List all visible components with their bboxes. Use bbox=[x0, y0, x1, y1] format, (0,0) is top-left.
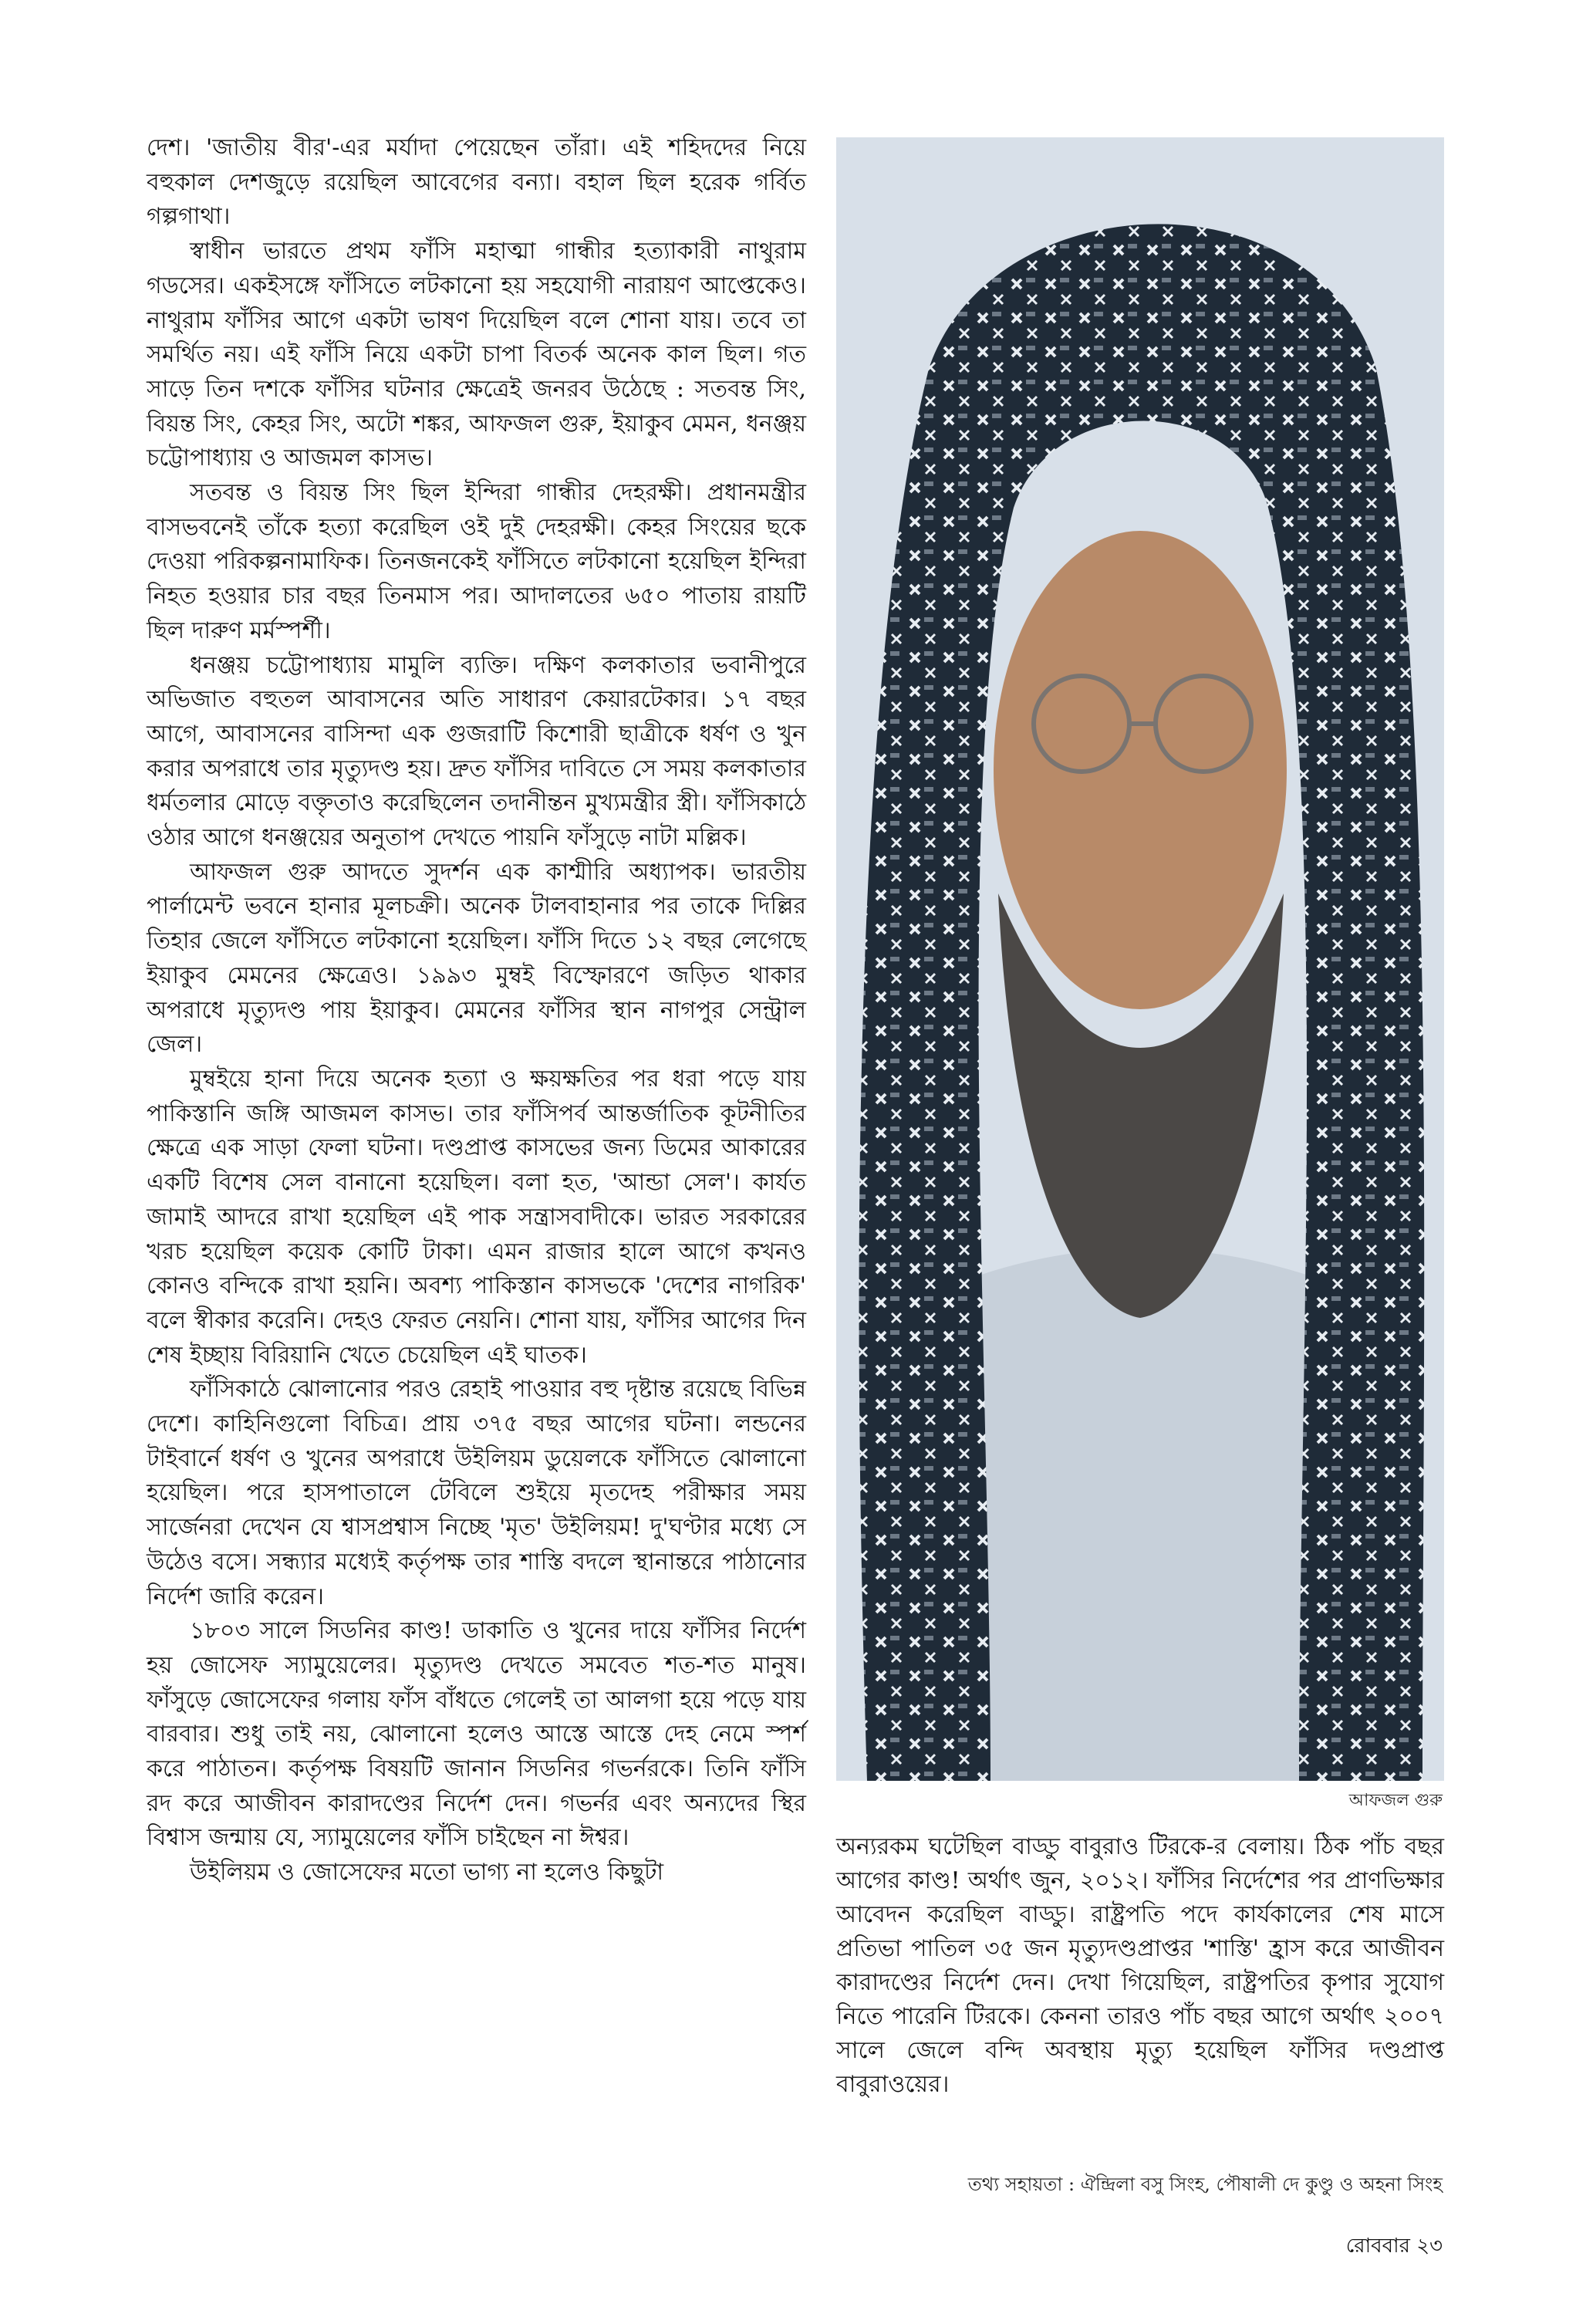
article-paragraph: ১৮০৩ সালে সিডনির কাণ্ড! ডাকাতি ও খুনের দায়ে ফাঁসির নির্দেশ হয় জোসেফ স্যামুয়েলের। মৃত্যুদণ্ড দেখতে সমবেত শত-শত মানুষ। ফাঁসুড়ে জোসেফের গলায় ফাঁস বাঁধতে গেলেই তা আলগা হয়ে পড়ে যায় বারবার। শুধু তাই নয়, ঝোলানো হলেও আস্তে আস্তে দেহ নেমে স্পর্শ করে পাঠাতন। কর্তৃপক্ষ বিষয়টি জানান সিডনির গভর্নরকে। তিনি ফাঁসি রদ করে আজীবন কারাদণ্ডের নির্দেশ দেন। গভর্নর এবং অন্যদের স্থির বিশ্বাস জন্মায় যে, স্যামুয়েলের ফাঁসি চাইছেন না ঈশ্বর। bbox=[147, 1617, 806, 1852]
article-left-column bbox=[147, 131, 806, 1890]
article-paragraph: স্বাধীন ভারতে প্রথম ফাঁসি মহাত্মা গান্ধীর হত্যাকারী নাথুরাম গডসের। একইসঙ্গে ফাঁসিতে লটকানো হয় সহযোগী নারায়ণ আপ্তেকেও। নাথুরাম ফাঁসির আগে একটা ভাষণ দিয়েছিল বলে শোনা যায়। তবে তা সমর্থিত নয়। এই ফাঁসি নিয়ে একটা চাপা বিতর্ক অনেক কাল ছিল। গত সাড়ে তিন দশকে ফাঁসির ঘটনার ক্ষেত্রেই জনরব উঠেছে : সতবন্ত সিং, বিয়ন্ত সিং, কেহর সিং, অটো শঙ্কর, আফজল গুরু, ইয়াকুব মেমন, ধনঞ্জয় চট্টোপাধ্যায় ও আজমল কাসভ। bbox=[147, 238, 806, 472]
face-shape bbox=[994, 531, 1287, 1009]
article-paragraph: ধনঞ্জয় চট্টোপাধ্যায় মামুলি ব্যক্তি। দক্ষিণ কলকাতার ভবানীপুরে অভিজাত বহুতল আবাসনের অতি সাধারণ কেয়ারটেকার। ১৭ বছর আগে, আবাসনের বাসিন্দা এক গুজরাটি কিশোরী ছাত্রীকে ধর্ষণ ও খুন করার অপরাধে তার মৃত্যুদণ্ড হয়। দ্রুত ফাঁসির দাবিতে সে সময় কলকাতার ধর্মতলার মোড়ে বক্তৃতাও করেছিলেন তদানীন্তন মুখ্যমন্ত্রীর স্ত্রী। ফাঁসিকাঠে ওঠার আগে ধনঞ্জয়ের অনুতাপ দেখতে পায়নি ফাঁসুড়ে নাটা মল্লিক। bbox=[147, 651, 806, 852]
article-paragraph: অন্যরকম ঘটেছিল বাড্ডু বাবুরাও টিরকে-র বেলায়। ঠিক পাঁচ বছর আগের কাণ্ড! অর্থাৎ জুন, ২০১২। ফাঁসির নির্দেশের পর প্রাণভিক্ষার আবেদন করেছিল বাড্ডু। রাষ্ট্রপতি পদে কার্যকালের শেষ মাসে প্রতিভা পাতিল ৩৫ জন মৃত্যুদণ্ডপ্রাপ্তর 'শাস্তি' হ্রাস করে আজীবন কারাদণ্ডের নির্দেশ দেন। দেখা গিয়েছিল, রাষ্ট্রপতির কৃপার সুযোগ নিতে পারেনি টিরকে। কেননা তারও পাঁচ বছর আগে অর্থাৎ ২০০৭ সালে জেলে বন্দি অবস্থায় মৃত্যু হয়েছিল ফাঁসির দণ্ডপ্রাপ্ত বাবুরাওয়ের। bbox=[836, 1833, 1444, 2098]
page-folio: রোববার ২৩ bbox=[1345, 2234, 1443, 2258]
credits-line: তথ্য সহায়তা : ঐন্দ্রিলা বসু সিংহ, পৌষালী দে কুণ্ডু ও অহনা সিংহ bbox=[967, 2174, 1443, 2195]
article-paragraph: দেশ। 'জাতীয় বীর'-এর মর্যাদা পেয়েছেন তাঁরা। এই শহিদদের নিয়ে বহুকাল দেশজুড়ে রয়েছিল আবেগের বন্যা। বহাল ছিল হরেক গর্বিত গল্পগাথা। bbox=[147, 134, 806, 231]
photo-caption: আফজল গুরু bbox=[1348, 1791, 1443, 1810]
article-paragraph: উইলিয়ম ও জোসেফের মতো ভাগ্য না হলেও কিছুটা bbox=[190, 1859, 664, 1887]
article-paragraph: ফাঁসিকাঠে ঝোলানোর পরও রেহাই পাওয়ার বহু দৃষ্টান্ত রয়েছে বিভিন্ন দেশে। কাহিনিগুলো বিচিত্র। প্রায় ৩৭৫ বছর আগের ঘটনা। লন্ডনের টাইবার্নে ধর্ষণ ও খুনের অপরাধে উইলিয়ম ডুয়েলকে ফাঁসিতে ঝোলানো হয়েছিল। পরে হাসপাতালে টেবিলে শুইয়ে মৃতদেহ পরীক্ষার সময় সার্জেনরা দেখেন যে শ্বাসপ্রশ্বাস নিচ্ছে 'মৃত' উইলিয়ম! দু'ঘণ্টার মধ্যে সে উঠেও বসে। সন্ধ্যার মধ্যেই কর্তৃপক্ষ তার শাস্তি বদলে স্থানান্তরে পাঠানোর নির্দেশ জারি করেন। bbox=[147, 1376, 806, 1610]
article-paragraph: মুম্বইয়ে হানা দিয়ে অনেক হত্যা ও ক্ষয়ক্ষতির পর ধরা পড়ে যায় পাকিস্তানি জঙ্গি আজমল কাসভ। তার ফাঁসিপর্ব আন্তর্জাতিক কূটনীতির ক্ষেত্রে এক সাড়া ফেলা ঘটনা। দণ্ডপ্রাপ্ত কাসভের জন্য ডিমের আকারের একটি বিশেষ সেল বানানো হয়েছিল। বলা হত, 'আন্ডা সেল'। কার্যত জামাই আদরে রাখা হয়েছিল এই পাক সন্ত্রাসবাদীকে। ভারত সরকারের খরচ হয়েছিল কয়েক কোটি টাকা। এমন রাজার হালে আগে কখনও কোনও বন্দিকে রাখা হয়নি। অবশ্য পাকিস্তান কাসভকে 'দেশের নাগরিক' বলে স্বীকার করেনি। দেহও ফেরত নেয়নি। শোনা যায়, ফাঁসির আগের দিন শেষ ইচ্ছায় বিরিয়ানি খেতে চেয়েছিল এই ঘাতক। bbox=[147, 1065, 806, 1369]
article-right-column bbox=[836, 1830, 1444, 2102]
portrait-illustration bbox=[836, 137, 1444, 1781]
article-paragraph: আফজল গুরু আদতে সুদর্শন এক কাশ্মীরি অধ্যাপক। ভারতীয় পার্লামেন্ট ভবনে হানার মূলচক্রী। অনেক টালবাহানার পর তাকে দিল্লির তিহার জেলে ফাঁসিতে লটকানো হয়েছিল। ফাঁসি দিতে ১২ বছর লেগেছে ইয়াকুব মেমনের ক্ষেত্রেও। ১৯৯৩ মুম্বই বিস্ফোরণে জড়িত থাকার অপরাধে মৃত্যুদণ্ড পায় ইয়াকুব। মেমনের ফাঁসির স্থান নাগপুর সেন্ট্রাল জেল। bbox=[147, 858, 806, 1059]
article-paragraph: সতবন্ত ও বিয়ন্ত সিং ছিল ইন্দিরা গান্ধীর দেহরক্ষী। প্রধানমন্ত্রীর বাসভবনেই তাঁকে হত্যা করেছিল ওই দুই দেহরক্ষী। কেহর সিংয়ের ছকে দেওয়া পরিকল্পনামাফিক। তিনজনকেই ফাঁসিতে লটকানো হয়েছিল ইন্দিরা নিহত হওয়ার চার বছর তিনমাস পর। আদালতের ৬৫০ পাতায় রায়টি ছিল দারুণ মর্মস্পর্শী। bbox=[147, 479, 806, 644]
portrait-photo bbox=[836, 137, 1444, 1781]
